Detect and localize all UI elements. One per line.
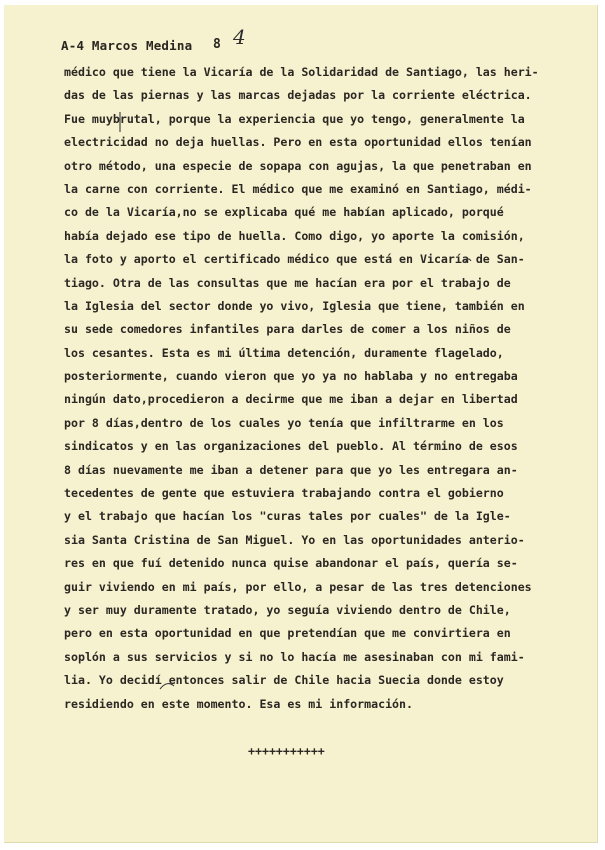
text-line: tiago. Otra de las consultas que me hacían era por el trabajo de <box>64 275 511 290</box>
page-number-typed: 8 <box>213 37 221 52</box>
text-line: había dejado ese tipo de huella. Como digo, yo aporte la comisión, <box>64 228 525 243</box>
text-line: residiendo en este momento. Esa es mi información. <box>64 696 414 711</box>
text-line: y ser muy duramente tratado, yo seguía viviendo dentro de Chile, <box>64 602 511 617</box>
text-line: sindicatos y en las organizaciones del pueblo. Al término de esos <box>64 439 518 454</box>
text-line: la Iglesia del sector donde yo vivo, Iglesia que tiene, también en <box>64 298 525 313</box>
text-line: res en que fuí detenido nunca quise abandonar el país, quería se- <box>64 556 518 571</box>
text-line: médico que tiene la Vicaría de la Solidaridad de Santiago, las heri- <box>64 65 539 79</box>
body-text <box>64 61 564 716</box>
text-line: lia. Yo decidí entonces salir de Chile hacia Suecia donde estoy <box>64 673 504 688</box>
text-line: su sede comedores infantiles para darles de comer a los niños de <box>64 322 511 337</box>
document-header: A-4 Marcos Medina <box>61 38 193 53</box>
document-page <box>4 5 598 843</box>
text-line: 8 días nuevamente me iban a detener para que yo les entregara an- <box>64 462 518 477</box>
end-separator: +++++++++++ <box>248 744 325 758</box>
text-line: guir viviendo en mi país, por ello, a pesar de las tres detenciones <box>64 579 532 594</box>
text-line: Fue muybrutal, porque la experiencia que yo tengo, generalmente la <box>64 111 525 126</box>
text-line: soplón a sus servicios y si no lo hacía me asesinaban con mi fami- <box>64 649 525 664</box>
text-line: la carne con corriente. El médico que me examinó en Santiago, médi- <box>64 181 532 196</box>
page-number-handwritten: 4 <box>233 25 246 49</box>
text-line: sia Santa Cristina de San Miguel. Yo en las oportunidades anterio- <box>64 532 525 547</box>
text-line: electricidad no deja huellas. Pero en esta oportunidad ellos tenían <box>64 135 532 150</box>
text-line: pero en esta oportunidad en que pretendían que me convirtiera en <box>64 626 511 641</box>
text-line: los cesantes. Esta es mi última detención, duramente flagelado, <box>64 345 504 360</box>
handwritten-correction-mark <box>113 111 127 133</box>
text-line: posteriormente, cuando vieron que yo ya no hablaba y no entregaba <box>64 369 518 384</box>
text-line: co de la Vicaría,no se explicaba qué me habían aplicado, porqué <box>64 205 504 220</box>
text-line: tecedentes de gente que estuviera trabajando contra el gobierno <box>64 486 504 501</box>
text-line: otro método, una especie de sopapa con agujas, la que penetraban en <box>64 158 532 173</box>
text-line: la foto y aporto el certificado médico que está en Vicaría de San- <box>64 252 525 267</box>
handwritten-accent-mark <box>463 255 473 265</box>
text-line: das de las piernas y las marcas dejadas por la corriente eléctrica. <box>64 88 532 103</box>
text-line: y el trabajo que hacían los "curas tales por cuales" de la Igle- <box>64 509 511 524</box>
text-line: ningún dato,procedieron a decirme que me iban a dejar en libertad <box>64 392 518 407</box>
text-line: por 8 días,dentro de los cuales yo tenía que infiltrarme en los <box>64 415 504 430</box>
handwritten-caret-mark <box>159 680 175 690</box>
